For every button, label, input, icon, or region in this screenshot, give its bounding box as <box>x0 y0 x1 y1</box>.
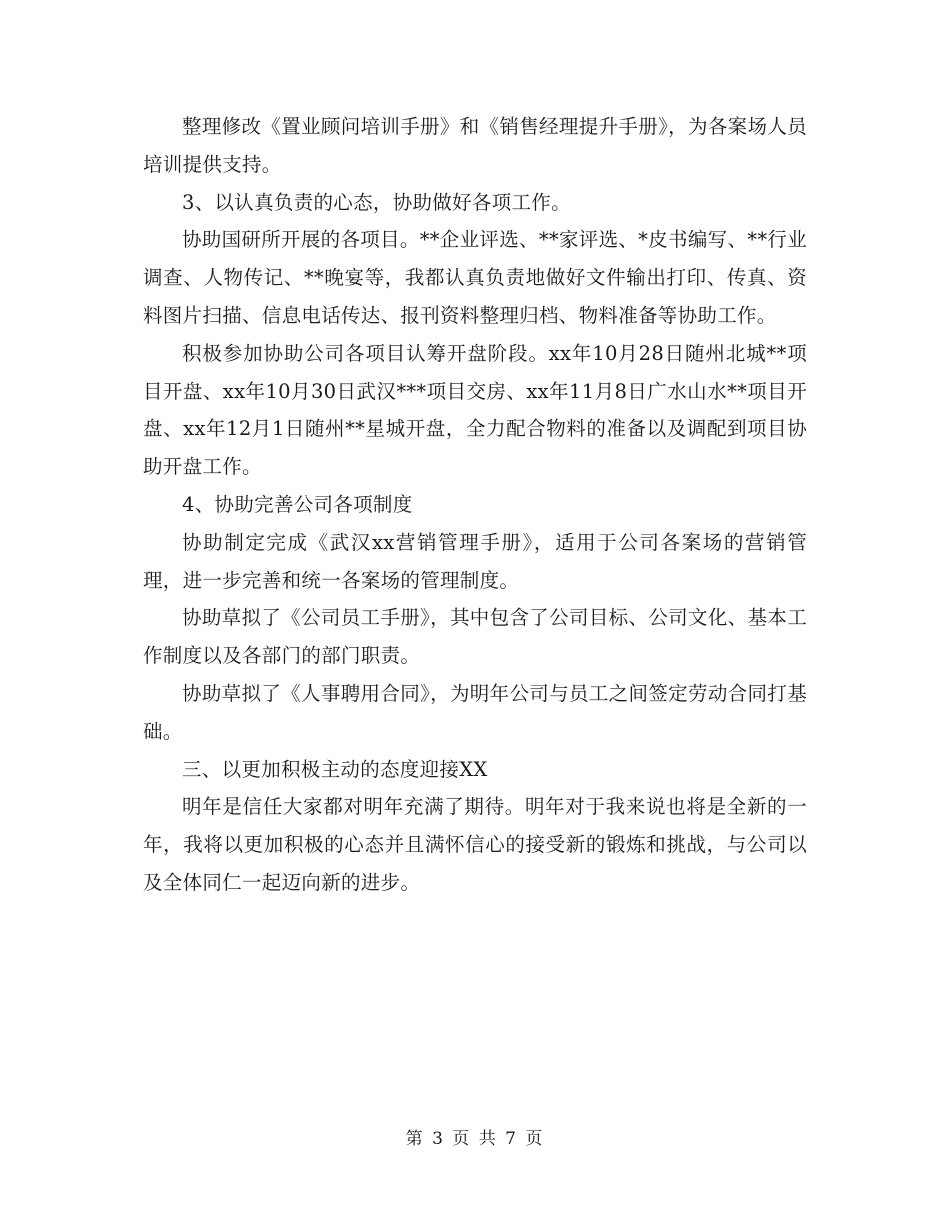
section-heading-4: 4、协助完善公司各项制度 <box>182 492 413 516</box>
section-heading-3: 3、以认真负责的心态，协助做好各项工作。 <box>182 190 571 214</box>
paragraph-6: 协助制定完成《武汉xx营销管理手册》，适用于公司各案场的营销管理，进一步完善和统一各案场的管理制度。 <box>143 530 807 592</box>
paragraph-4: 积极参加协助公司各项目认筹开盘阶段。xx年10月28日随州北城**项目开盘、xx年10月30日武汉***项目交房、xx年11月8日广水山水**项目开盘、xx年12月1日随州**星城开盘，全力配合物料的准备以及调配到项目协助开盘工作。 <box>143 341 807 479</box>
page-number-footer: 第 3 页 共 7 页 <box>405 1129 545 1149</box>
section-heading-three: 三、以更加积极主动的态度迎接XX <box>182 757 488 781</box>
paragraph-3: 协助国研所开展的各项目。**企业评选、**家评选、*皮书编写、**行业调查、人物传记、**晚宴等，我都认真负责地做好文件输出打印、传真、资料图片扫描、信息电话传达、报刊资料整理归档、物料准备等协助工作。 <box>143 228 807 327</box>
paragraph-7: 协助草拟了《公司员工手册》，其中包含了公司目标、公司文化、基本工作制度以及各部门的部门职责。 <box>143 606 807 668</box>
paragraph-1: 整理修改《置业顾问培训手册》和《销售经理提升手册》，为各案场人员培训提供支持。 <box>143 115 807 176</box>
paragraph-8: 协助草拟了《人事聘用合同》，为明年公司与员工之间签定劳动合同打基础。 <box>143 681 807 743</box>
document-body <box>143 108 807 902</box>
paragraph-10: 明年是信任大家都对明年充满了期待。明年对于我来说也将是全新的一年，我将以更加积极的心态并且满怀信心的接受新的锻炼和挑战，与公司以及全体同仁一起迈向新的进步。 <box>143 795 807 894</box>
